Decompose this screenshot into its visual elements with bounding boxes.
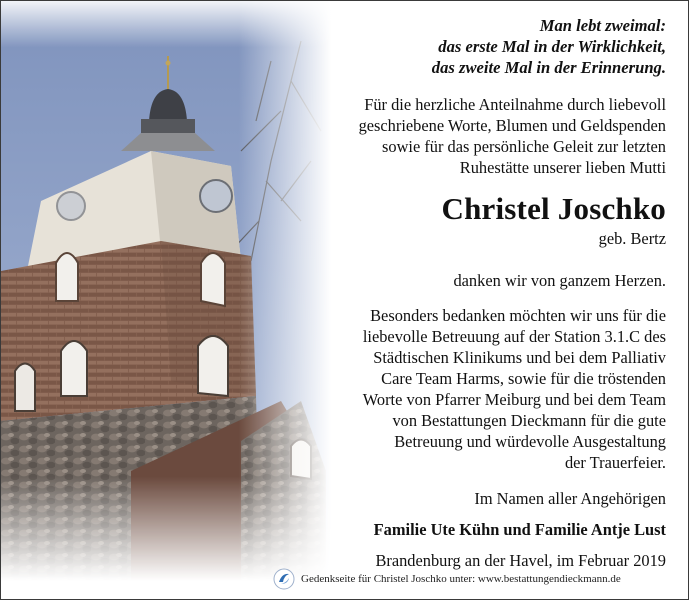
footer-text[interactable]: Gedenkseite für Christel Joschko unter: www.bestattungendieckmann.de bbox=[301, 573, 621, 585]
special-thanks-line: von Bestattungen Dieckmann für die gute bbox=[392, 411, 666, 430]
maiden-name: geb. Bertz bbox=[598, 229, 666, 248]
quote-line: das erste Mal in der Wirklichkeit, bbox=[438, 37, 666, 56]
intro-line: Für die herzliche Anteilnahme durch liebevoll bbox=[364, 95, 666, 114]
quote-line: Man lebt zweimal: bbox=[539, 16, 666, 35]
special-thanks-line: liebevolle Betreuung auf der Station 3.1.C des bbox=[362, 327, 666, 346]
quote-line: das zweite Mal in der Erinnerung. bbox=[431, 58, 666, 77]
special-thanks-line: der Trauerfeier. bbox=[564, 453, 666, 472]
intro-paragraph bbox=[266, 94, 666, 178]
obituary-text bbox=[266, 15, 666, 571]
on-behalf-line: Im Namen aller Angehörigen bbox=[474, 489, 666, 508]
intro-line: Ruhestätte unserer lieben Mutti bbox=[459, 158, 666, 177]
special-thanks-line: Besonders bedanken möchten wir uns für die bbox=[370, 306, 666, 325]
thanks-line: danken wir von ganzem Herzen. bbox=[453, 271, 666, 290]
place-and-date: Brandenburg an der Havel, im Februar 2019 bbox=[375, 551, 666, 570]
intro-line: sowie für das persönliche Geleit zur letzten bbox=[382, 137, 666, 156]
memorial-page-footer bbox=[273, 568, 621, 590]
deceased-name: Christel Joschko bbox=[441, 191, 666, 226]
special-thanks-line: Worte von Pfarrer Meiburg und bei dem Team bbox=[362, 390, 666, 409]
special-thanks-paragraph bbox=[266, 305, 666, 473]
special-thanks-line: Care Team Harms, sowie für die tröstenden bbox=[381, 369, 666, 388]
memorial-logo-icon bbox=[273, 568, 295, 590]
special-thanks-line: Städtischen Klinikums und bei dem Palliativ bbox=[373, 348, 666, 367]
special-thanks-line: Betreuung und würdevolle Ausgestaltung bbox=[394, 432, 666, 451]
memorial-quote bbox=[266, 15, 666, 78]
intro-line: geschriebene Worte, Blumen und Geldspenden bbox=[358, 116, 666, 135]
family-names: Familie Ute Kühn und Familie Antje Lust bbox=[373, 520, 666, 539]
